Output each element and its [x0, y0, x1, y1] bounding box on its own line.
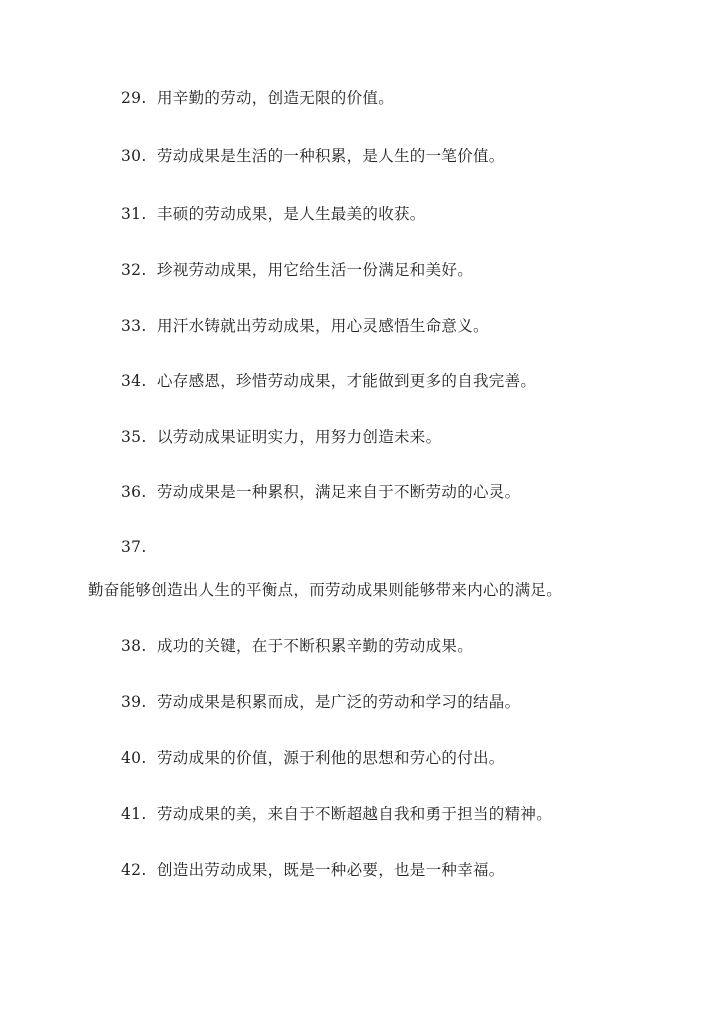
item-number: 35. [121, 428, 147, 446]
list-item-number-only [121, 537, 157, 557]
item-text: 以劳动成果证明实力，用努力创造未来。 [157, 428, 442, 446]
item-text: 用辛勤的劳动，创造无限的价值。 [157, 89, 395, 107]
item-number: 33. [121, 317, 147, 335]
item-text: 珍视劳动成果，用它给生活一份满足和美好。 [157, 261, 474, 279]
list-item [121, 88, 394, 108]
item-number: 42. [121, 861, 147, 879]
list-item-wrapped-text [88, 580, 562, 600]
item-text: 劳动成果的美，来自于不断超越自我和勇于担当的精神。 [157, 805, 553, 823]
item-number: 38. [121, 637, 147, 655]
item-text: 劳动成果的价值，源于利他的思想和劳心的付出。 [157, 749, 505, 767]
item-number: 41. [121, 805, 147, 823]
item-number: 31. [121, 205, 147, 223]
item-text: 劳动成果是生活的一种积累，是人生的一笔价值。 [157, 147, 505, 165]
list-item [121, 748, 505, 768]
item-text: 勤奋能够创造出人生的平衡点，而劳动成果则能够带来内心的满足。 [88, 581, 563, 599]
list-item [121, 316, 489, 336]
list-item [121, 860, 505, 880]
item-text: 丰硕的劳动成果，是人生最美的收获。 [157, 205, 426, 223]
list-item [121, 427, 441, 447]
item-number: 32. [121, 261, 147, 279]
list-item [121, 260, 473, 280]
item-text: 心存感恩，珍惜劳动成果，才能做到更多的自我完善。 [157, 372, 537, 390]
item-number: 39. [121, 693, 147, 711]
list-item [121, 636, 473, 656]
list-item [121, 204, 426, 224]
item-text: 劳动成果是积累而成，是广泛的劳动和学习的结晶。 [157, 693, 521, 711]
item-text: 成功的关键，在于不断积累辛勤的劳动成果。 [157, 637, 474, 655]
item-number: 37. [121, 538, 147, 556]
item-number: 40. [121, 749, 147, 767]
item-text: 创造出劳动成果，既是一种必要，也是一种幸福。 [157, 861, 505, 879]
item-number: 30. [121, 147, 147, 165]
item-number: 36. [121, 483, 147, 501]
list-item [121, 692, 520, 712]
list-item [121, 371, 536, 391]
list-item [121, 482, 520, 502]
list-item [121, 804, 552, 824]
item-number: 29. [121, 89, 147, 107]
item-text: 用汗水铸就出劳动成果，用心灵感悟生命意义。 [157, 317, 489, 335]
list-item [121, 146, 505, 166]
item-number: 34. [121, 372, 147, 390]
item-text: 劳动成果是一种累积，满足来自于不断劳动的心灵。 [157, 483, 521, 501]
